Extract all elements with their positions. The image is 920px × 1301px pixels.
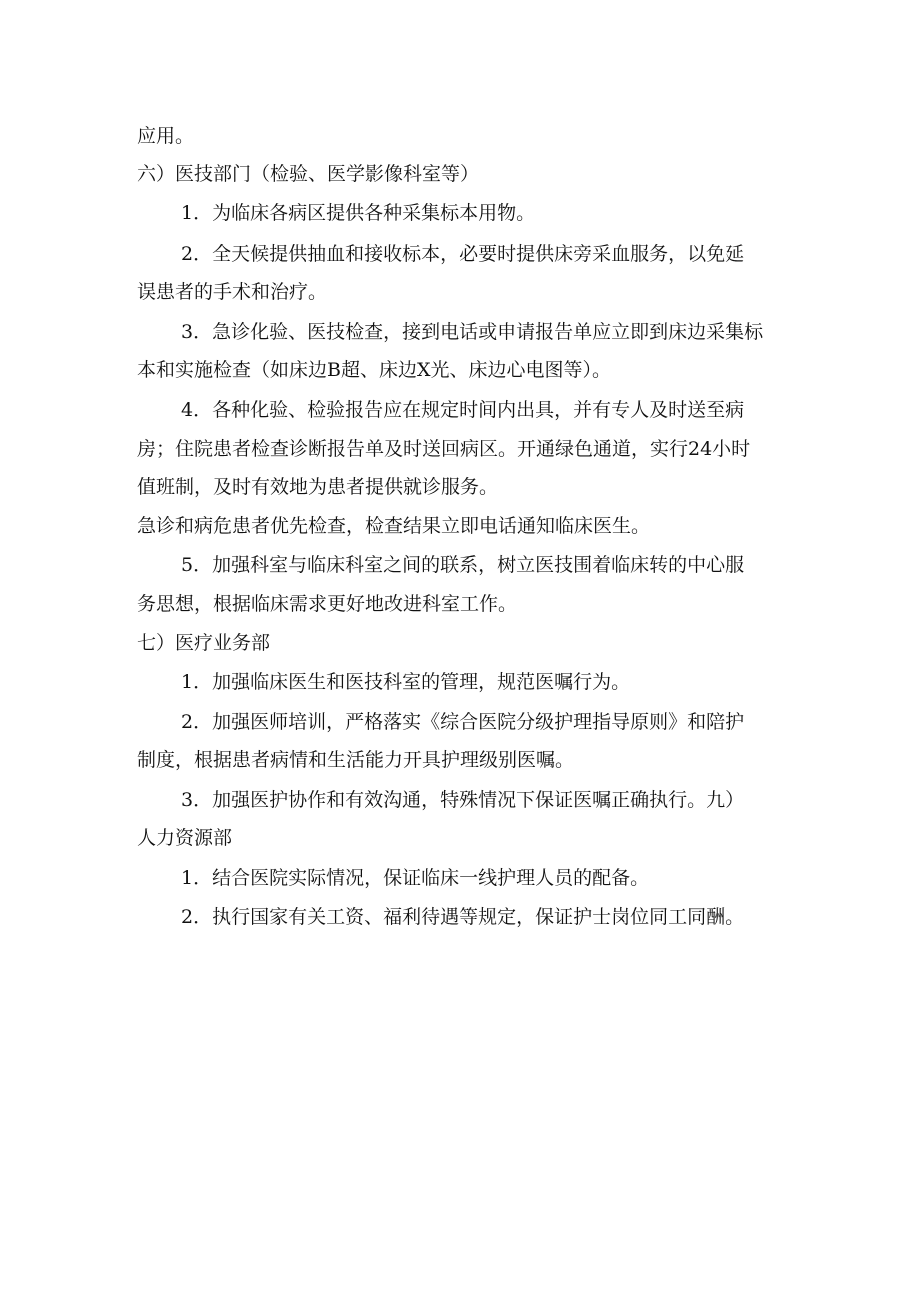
paragraph-line: 误患者的手术和治疗。 (137, 281, 328, 303)
list-item: 1．加强临床医生和医技科室的管理，规范医嘱行为。 (181, 671, 631, 693)
list-item: 4．各种化验、检验报告应在规定时间内出具，并有专人及时送至病 (181, 399, 745, 421)
list-item: 2．全天候提供抽血和接收标本，必要时提供床旁采血服务，以免延 (181, 243, 745, 265)
list-item: 2．加强医师培训，严格落实《综合医院分级护理指导原则》和陪护 (181, 711, 745, 733)
paragraph-line: 应用。 (137, 125, 195, 147)
paragraph-line: 房；住院患者检查诊断报告单及时送回病区。开通绿色通道，实行24小时 (137, 438, 751, 460)
paragraph-line: 务思想，根据临床需求更好地改进科室工作。 (137, 593, 518, 615)
section-heading: 六）医技部门（检验、医学影像科室等） (137, 163, 480, 185)
paragraph-line: 制度，根据患者病情和生活能力开具护理级别医嘱。 (137, 749, 575, 771)
list-item: 3．急诊化验、医技检查，接到电话或申请报告单应立即到床边采集标 (181, 321, 764, 343)
paragraph-line: 急诊和病危患者优先检查，检查结果立即电话通知临床医生。 (137, 515, 651, 537)
list-item: 5．加强科室与临床科室之间的联系，树立医技围着临床转的中心服 (181, 554, 745, 576)
section-heading: 人力资源部 (137, 827, 233, 849)
section-heading: 七）医疗业务部 (137, 632, 271, 654)
list-item: 1．为临床各病区提供各种采集标本用物。 (181, 202, 536, 224)
paragraph-line: 本和实施检查（如床边B超、床边X光、床边心电图等）。 (137, 359, 611, 381)
list-item: 2．执行国家有关工资、福利待遇等规定，保证护士岗位同工同酬。 (181, 906, 745, 928)
paragraph-line: 值班制，及时有效地为患者提供就诊服务。 (137, 476, 499, 498)
list-item: 1．结合医院实际情况，保证临床一线护理人员的配备。 (181, 867, 650, 889)
list-item: 3．加强医护协作和有效沟通，特殊情况下保证医嘱正确执行。九） (181, 789, 745, 811)
